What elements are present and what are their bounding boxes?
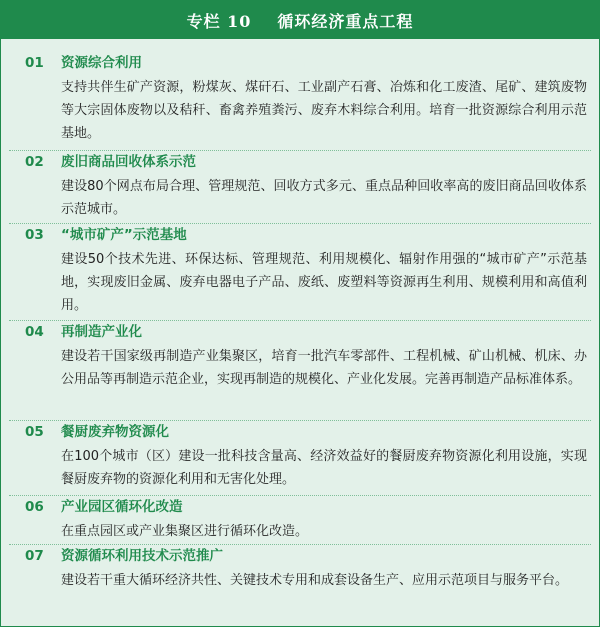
item-body: 在重点园区或产业集聚区进行循环化改造。 <box>61 524 309 539</box>
item-body: 在100个城市（区）建设一批科技含量高、经济效益好的餐厨废弃物资源化利用设施，实现餐厨废弃物的资源化利用和无害化处理。 <box>61 449 587 487</box>
item-body: 建设若干重大循环经济共性、关键技术专用和成套设备生产、应用示范项目与服务平台。 <box>61 573 569 588</box>
item-title: “城市矿产”示范基地 <box>61 227 187 243</box>
item-body: 建设若干国家级再制造产业集聚区，培育一批汽车零部件、工程机械、矿山机械、机床、办公用品等再制造示范企业，实现再制造的规模化、产业化发展。完善再制造产品标准体系。 <box>61 349 587 387</box>
panel-title: 循环经济重点工程 <box>277 11 414 31</box>
item-number: 07 <box>25 548 44 564</box>
item-body: 建设80个网点布局合理、管理规范、回收方式多元、重点品种回收率高的废旧商品回收体系示范城市。 <box>61 179 587 217</box>
item-number: 02 <box>25 154 44 170</box>
item-title: 再制造产业化 <box>61 324 142 340</box>
item-title: 餐厨废弃物资源化 <box>61 424 169 440</box>
item-title: 废旧商品回收体系示范 <box>61 154 196 170</box>
item-number: 04 <box>25 324 44 340</box>
column-label: 专栏 10 <box>186 11 252 31</box>
item-number: 06 <box>25 499 44 515</box>
item-number: 01 <box>25 55 44 71</box>
item-body: 建设50个技术先进、环保达标、管理规范、利用规模化、辐射作用强的“城市矿产”示范基地，实现废旧金属、废弃电器电子产品、废纸、废塑料等资源再生利用、规模利用和高值利用。 <box>61 252 587 313</box>
item-number: 05 <box>25 424 44 440</box>
item-number: 03 <box>25 227 44 243</box>
item-title: 资源循环利用技术示范推广 <box>61 548 223 564</box>
item-title: 资源综合利用 <box>61 55 142 71</box>
item-body: 支持共伴生矿产资源，粉煤灰、煤矸石、工业副产石膏、冶炼和化工废渣、尾矿、建筑废物等大宗固体废物以及秸秆、畜禽养殖粪污、废弃木料综合利用。培育一批资源综合利用示范基地。 <box>61 80 587 141</box>
column-number: 10 <box>227 11 252 31</box>
item-title: 产业园区循环化改造 <box>61 499 183 515</box>
panel-header <box>1 1 599 39</box>
